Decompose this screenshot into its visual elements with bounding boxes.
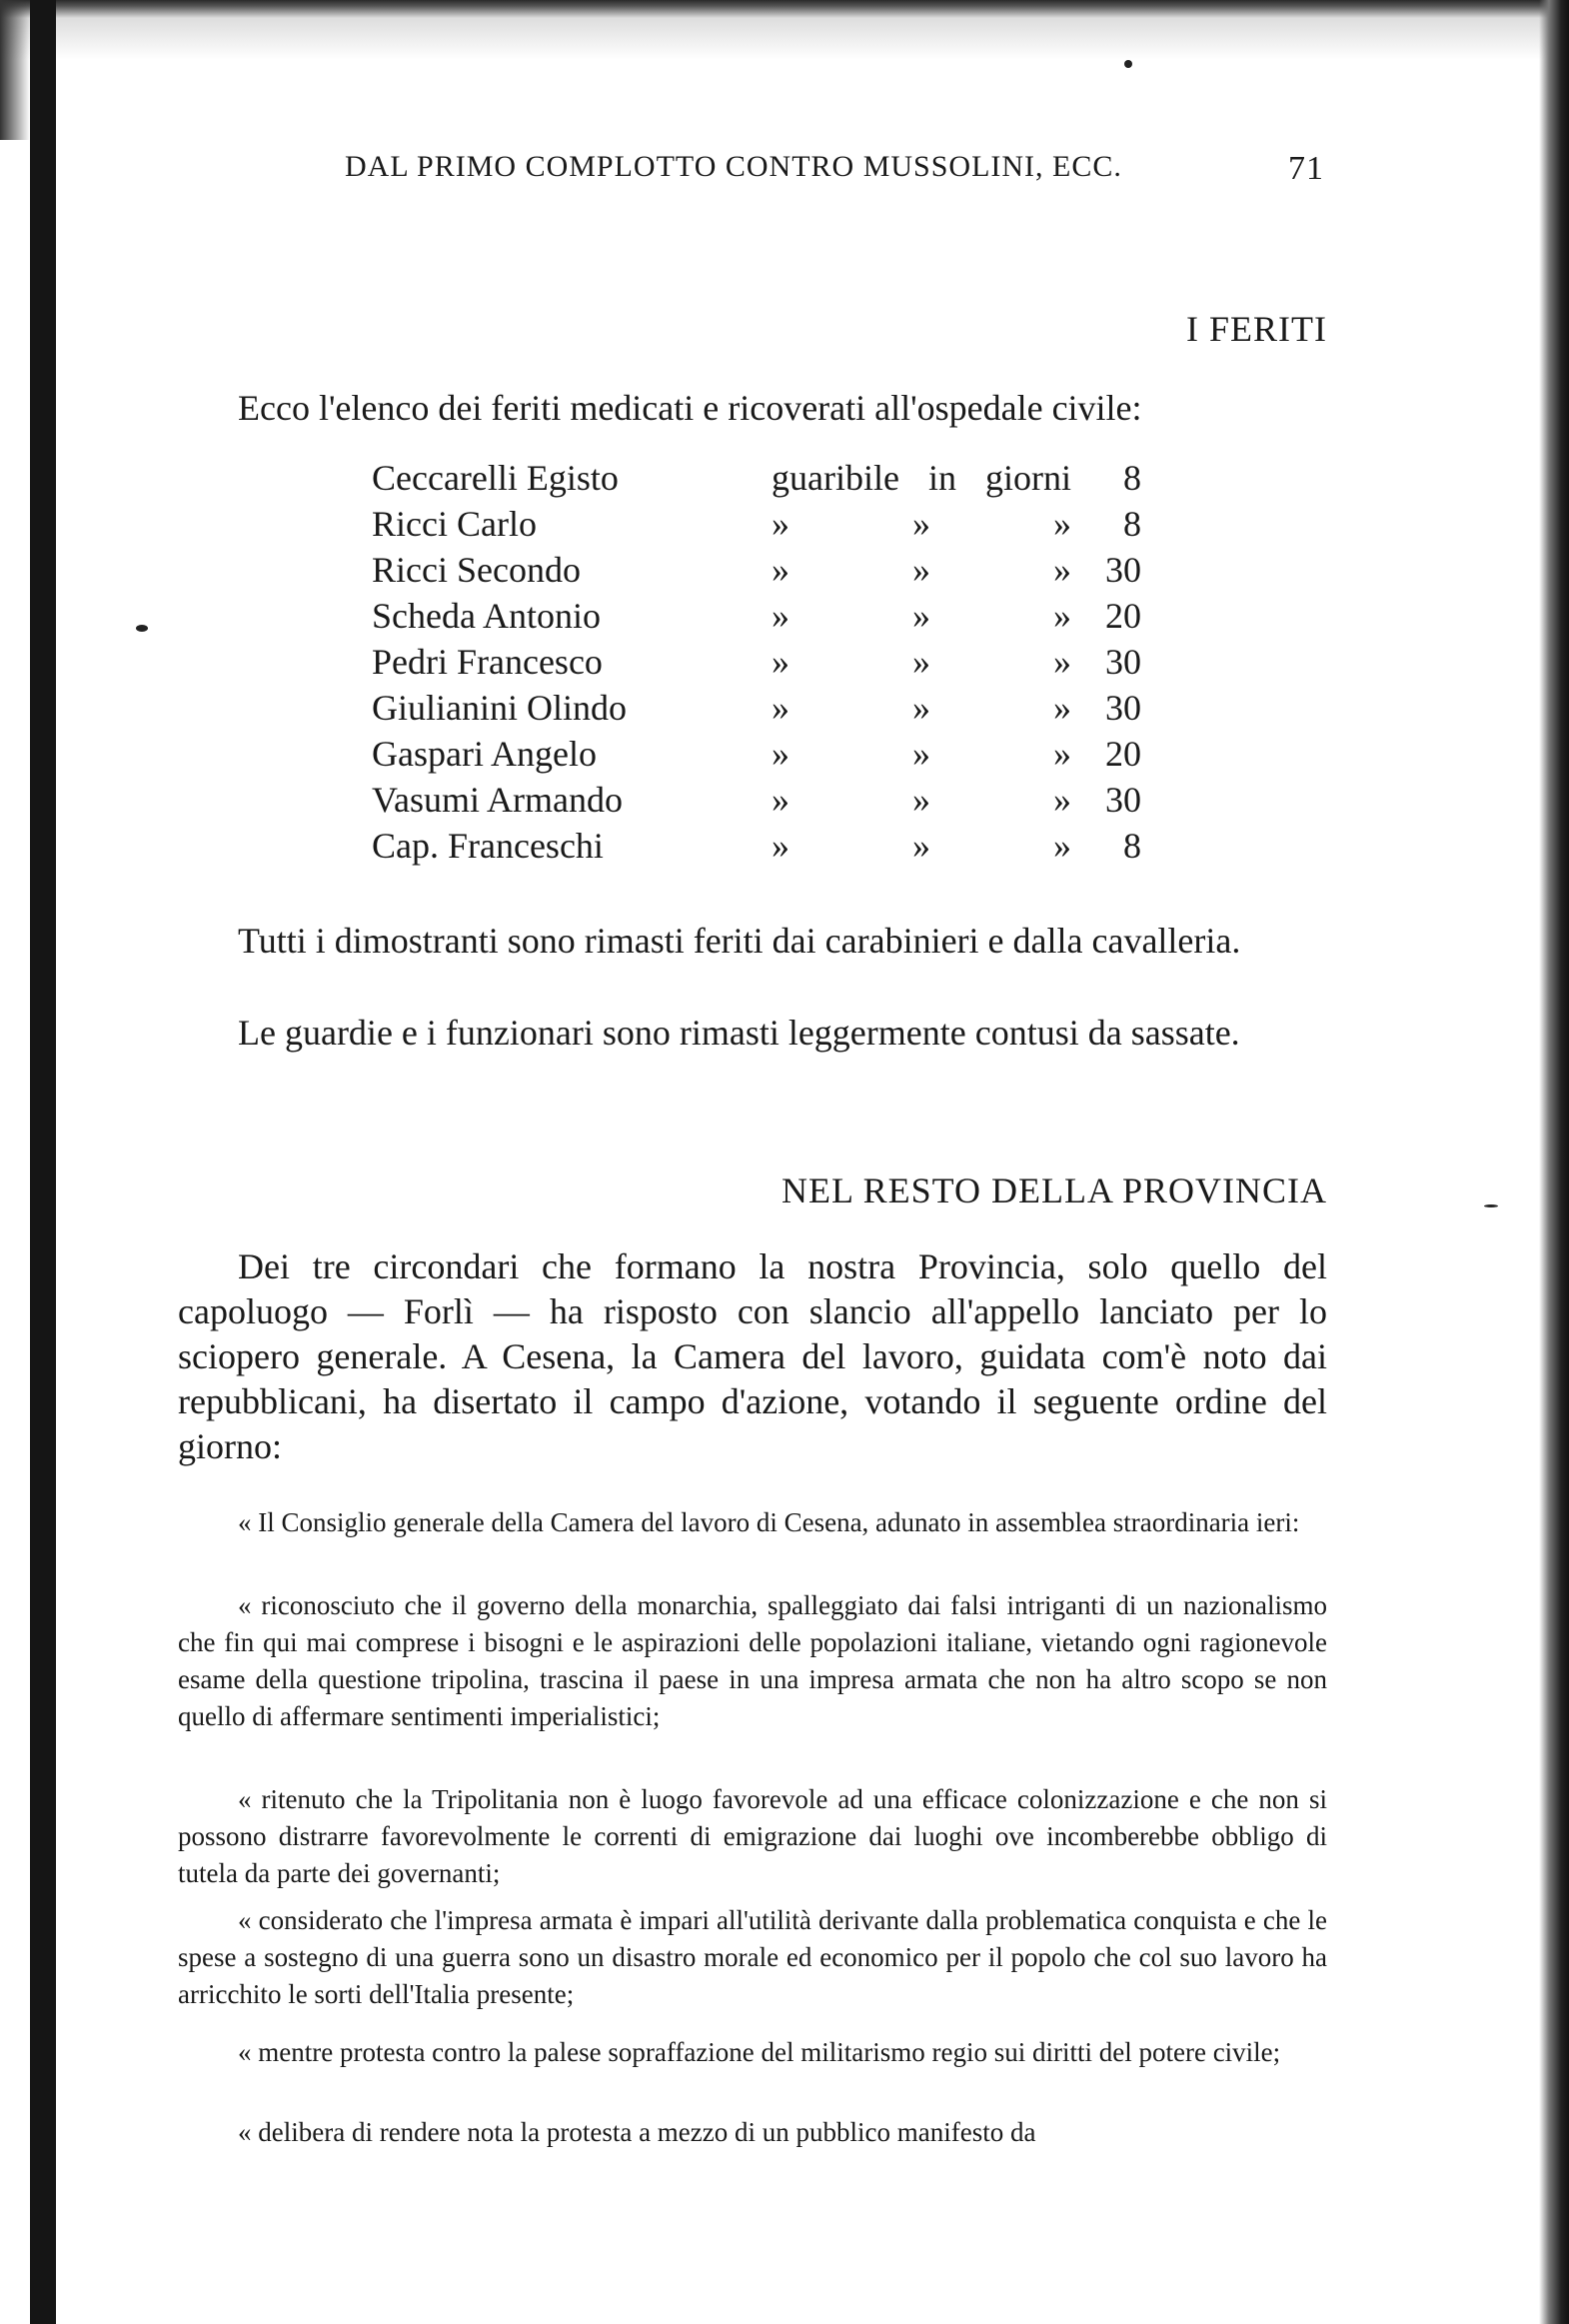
status-word: » <box>772 826 789 866</box>
injured-row <box>372 501 1141 547</box>
injured-days: 8 <box>1123 826 1141 866</box>
running-head-title: DAL PRIMO COMPLOTTO CONTRO MUSSOLINI, ECC. <box>345 150 1122 183</box>
quote-paragraph: « ritenuto che la Tripolitania non è luogo favorevole ad una efficace colonizzazione e che non si possono distrarre favorevolmente le correnti di emigrazione dai luoghi ove incomberebbe obbligo di tutela da parte dei governanti; <box>178 1784 1327 1888</box>
quote-paragraph: « riconosciuto che il governo della monarchia, spalleggiato dai falsi intriganti di un nazionalismo che fin qui mai comprese i bisogni e le aspirazioni delle popolazioni italiane, vietando ogni ragionevole esame della questione tripolina, trascina il paese in una impresa armata che non ha altro scopo se non quello di affermare sentimenti imperialistici; <box>178 1590 1327 1731</box>
injured-name: Giulianini Olindo <box>372 688 627 728</box>
status-word: » <box>772 642 789 682</box>
injured-name: Pedri Francesco <box>372 642 603 682</box>
injured-name: Ceccarelli Egisto <box>372 458 619 498</box>
quote-paragraph: « delibera di rendere nota la protesta a mezzo di un pubblico manifesto da <box>238 2117 1036 2147</box>
status-word: » <box>1053 642 1071 682</box>
injured-status <box>772 733 1081 775</box>
injured-row <box>372 593 1141 639</box>
injured-row <box>372 455 1141 501</box>
injured-name: Cap. Franceschi <box>372 826 604 866</box>
status-word: » <box>912 688 930 728</box>
injured-name: Scheda Antonio <box>372 596 601 636</box>
status-word: » <box>912 596 930 636</box>
injured-status <box>772 641 1081 683</box>
injured-name: Vasumi Armando <box>372 780 623 820</box>
running-head <box>345 150 1324 188</box>
injured-status <box>772 687 1081 729</box>
status-word: » <box>1053 688 1071 728</box>
injured-row <box>372 639 1141 685</box>
paragraph-circondari: Dei tre circondari che formano la nostra Provincia, solo quello del capoluogo — Forlì — ha risposto con slancio all'appello lanciato per lo sciopero generale. A Cesena, la Camera del lavoro, guidata com'è noto dai repubblicani, ha disertato il campo d'azione, votando il seguente ordine del giorno: <box>178 1246 1327 1466</box>
injured-name: Gaspari Angelo <box>372 734 597 774</box>
injured-status <box>772 595 1081 637</box>
injured-days: 30 <box>1105 780 1141 820</box>
injured-days: 8 <box>1123 458 1141 498</box>
paragraph-guardie: Le guardie e i funzionari sono rimasti leggermente contusi da sassate. <box>238 1013 1240 1053</box>
status-word: » <box>1053 734 1071 774</box>
status-word: » <box>1053 826 1071 866</box>
injured-name: Ricci Secondo <box>372 550 581 590</box>
injured-row <box>372 731 1141 777</box>
section-heading-provincia: NEL RESTO DELLA PROVINCIA <box>782 1170 1327 1210</box>
injured-status <box>772 457 1081 499</box>
status-word: guaribile <box>772 458 899 498</box>
status-word: » <box>772 734 789 774</box>
status-word: » <box>772 688 789 728</box>
quote-paragraph: « considerato che l'impresa armata è impari all'utilità derivante dalla problematica conquista e che le spese a sostegno di una guerra sono un disastro morale ed economico per il popolo che col suo lavoro ha arricchito le sorti dell'Italia presente; <box>178 1905 1327 2009</box>
injured-days: 20 <box>1105 734 1141 774</box>
status-word: » <box>1053 596 1071 636</box>
status-word: in <box>927 458 956 498</box>
feriti-intro: Ecco l'elenco dei feriti medicati e ricoverati all'ospedale civile: <box>238 388 1142 428</box>
injured-row <box>372 685 1141 731</box>
status-word: » <box>912 826 930 866</box>
status-word: » <box>912 550 930 590</box>
status-word: » <box>912 642 930 682</box>
section-heading-feriti: I FERITI <box>1186 309 1327 349</box>
paragraph-dimostranti: Tutti i dimostranti sono rimasti feriti dai carabinieri e dalla cavalleria. <box>238 921 1241 961</box>
injured-days: 30 <box>1105 642 1141 682</box>
injured-days: 20 <box>1105 596 1141 636</box>
status-word: giorni <box>985 458 1071 498</box>
quote-paragraph: « Il Consiglio generale della Camera del lavoro di Cesena, adunato in assemblea straordinaria ieri: <box>238 1507 1300 1537</box>
injured-list <box>372 455 1141 869</box>
injured-row <box>372 823 1141 869</box>
status-word: » <box>1053 780 1071 820</box>
injured-status <box>772 549 1081 591</box>
quote-paragraph: « mentre protesta contro la palese sopraffazione del militarismo regio sui diritti del potere civile; <box>238 2037 1281 2067</box>
injured-status <box>772 779 1081 821</box>
status-word: » <box>912 504 930 544</box>
status-word: » <box>912 780 930 820</box>
status-word: » <box>1053 504 1071 544</box>
status-word: » <box>772 550 789 590</box>
injured-days: 30 <box>1105 688 1141 728</box>
injured-name: Ricci Carlo <box>372 504 537 544</box>
injured-status <box>772 825 1081 867</box>
injured-row <box>372 777 1141 823</box>
page-number: 71 <box>1288 150 1324 187</box>
injured-days: 8 <box>1123 504 1141 544</box>
status-word: » <box>912 734 930 774</box>
injured-row <box>372 547 1141 593</box>
status-word: » <box>772 596 789 636</box>
status-word: » <box>772 504 789 544</box>
status-word: » <box>1053 550 1071 590</box>
injured-status <box>772 503 1081 545</box>
status-word: » <box>772 780 789 820</box>
injured-days: 30 <box>1105 550 1141 590</box>
